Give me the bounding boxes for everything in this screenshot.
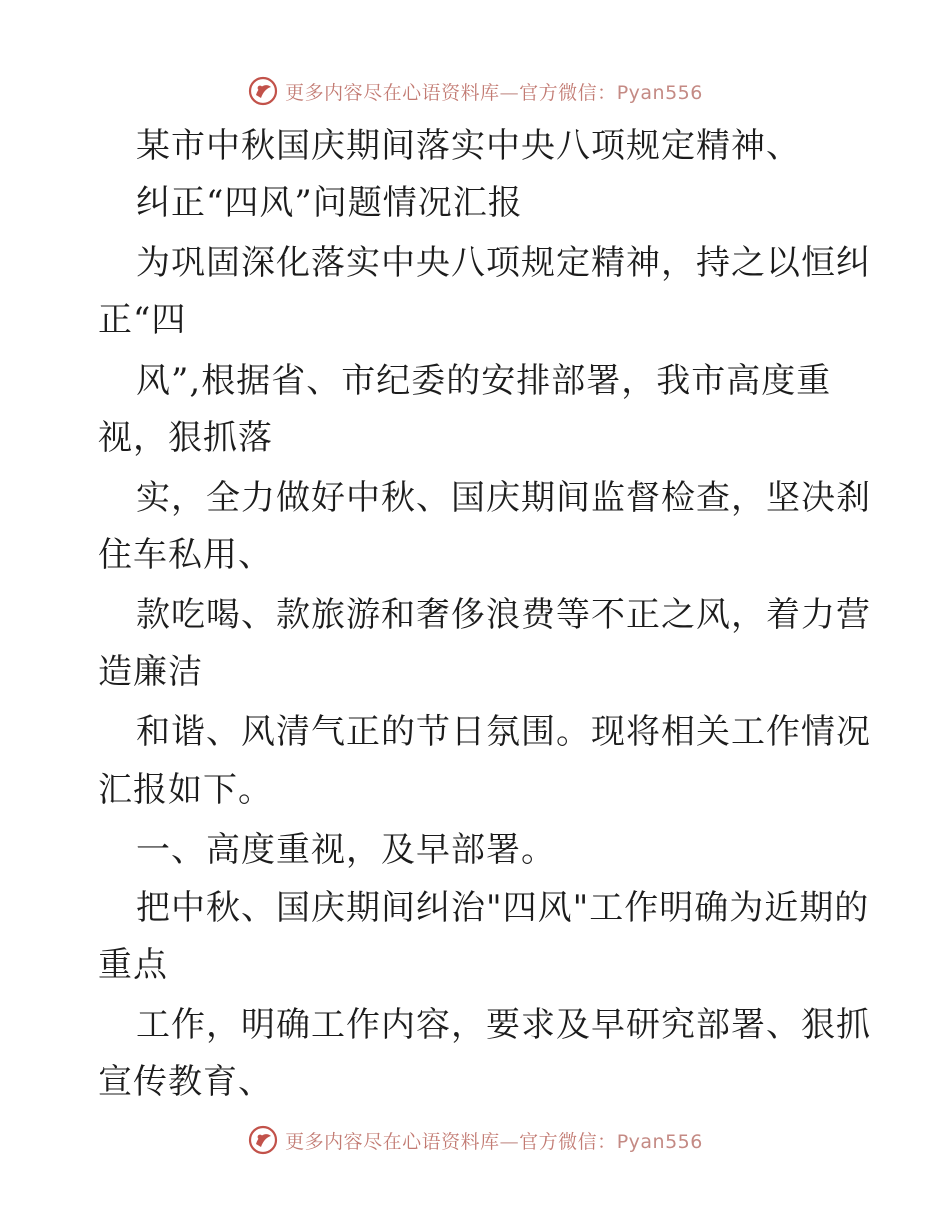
paragraph-line: 实，全力做好中秋、国庆期间监督检查，坚决刹: [136, 478, 871, 518]
paragraph-line: 为巩固深化落实中央八项规定精神，持之以恒纠: [136, 243, 871, 283]
paragraph-line: 风”,根据省、市纪委的安排部署，我市高度重: [136, 361, 832, 401]
watermark-text: 更多内容尽在心语资料库—官方微信：Pyan556: [285, 81, 703, 104]
paragraph-line: 和谐、风清气正的节日氛围。现将相关工作情况: [136, 712, 871, 752]
red-stamp-logo-icon: [247, 75, 279, 107]
paragraph-line: 重点: [98, 945, 168, 985]
paragraph-line: 宣传教育、: [98, 1062, 273, 1102]
paragraph-line: 住车私用、: [98, 535, 273, 575]
paragraph-line: 把中秋、国庆期间纠治"四风"工作明确为近期的: [136, 888, 870, 928]
doc-title-line-1: 某市中秋国庆期间落实中央八项规定精神、: [136, 126, 801, 166]
paragraph-line: 视，狠抓落: [98, 418, 273, 458]
footer-watermark: [0, 1120, 950, 1160]
watermark-text: 更多内容尽在心语资料库—官方微信：Pyan556: [285, 1130, 703, 1153]
paragraph-line: 正“四: [98, 300, 187, 340]
paragraph-line: 工作，明确工作内容，要求及早研究部署、狠抓: [136, 1005, 871, 1045]
red-stamp-logo-icon: [247, 1124, 279, 1156]
header-watermark: [0, 71, 950, 111]
paragraph-line: 造廉洁: [98, 652, 203, 692]
section-heading: 一、高度重视，及早部署。: [136, 830, 556, 870]
paragraph-line: 款吃喝、款旅游和奢侈浪费等不正之风，着力营: [136, 595, 871, 635]
paragraph-line: 汇报如下。: [98, 770, 273, 810]
doc-title-line-2: 纠正“四风”问题情况汇报: [136, 183, 523, 223]
